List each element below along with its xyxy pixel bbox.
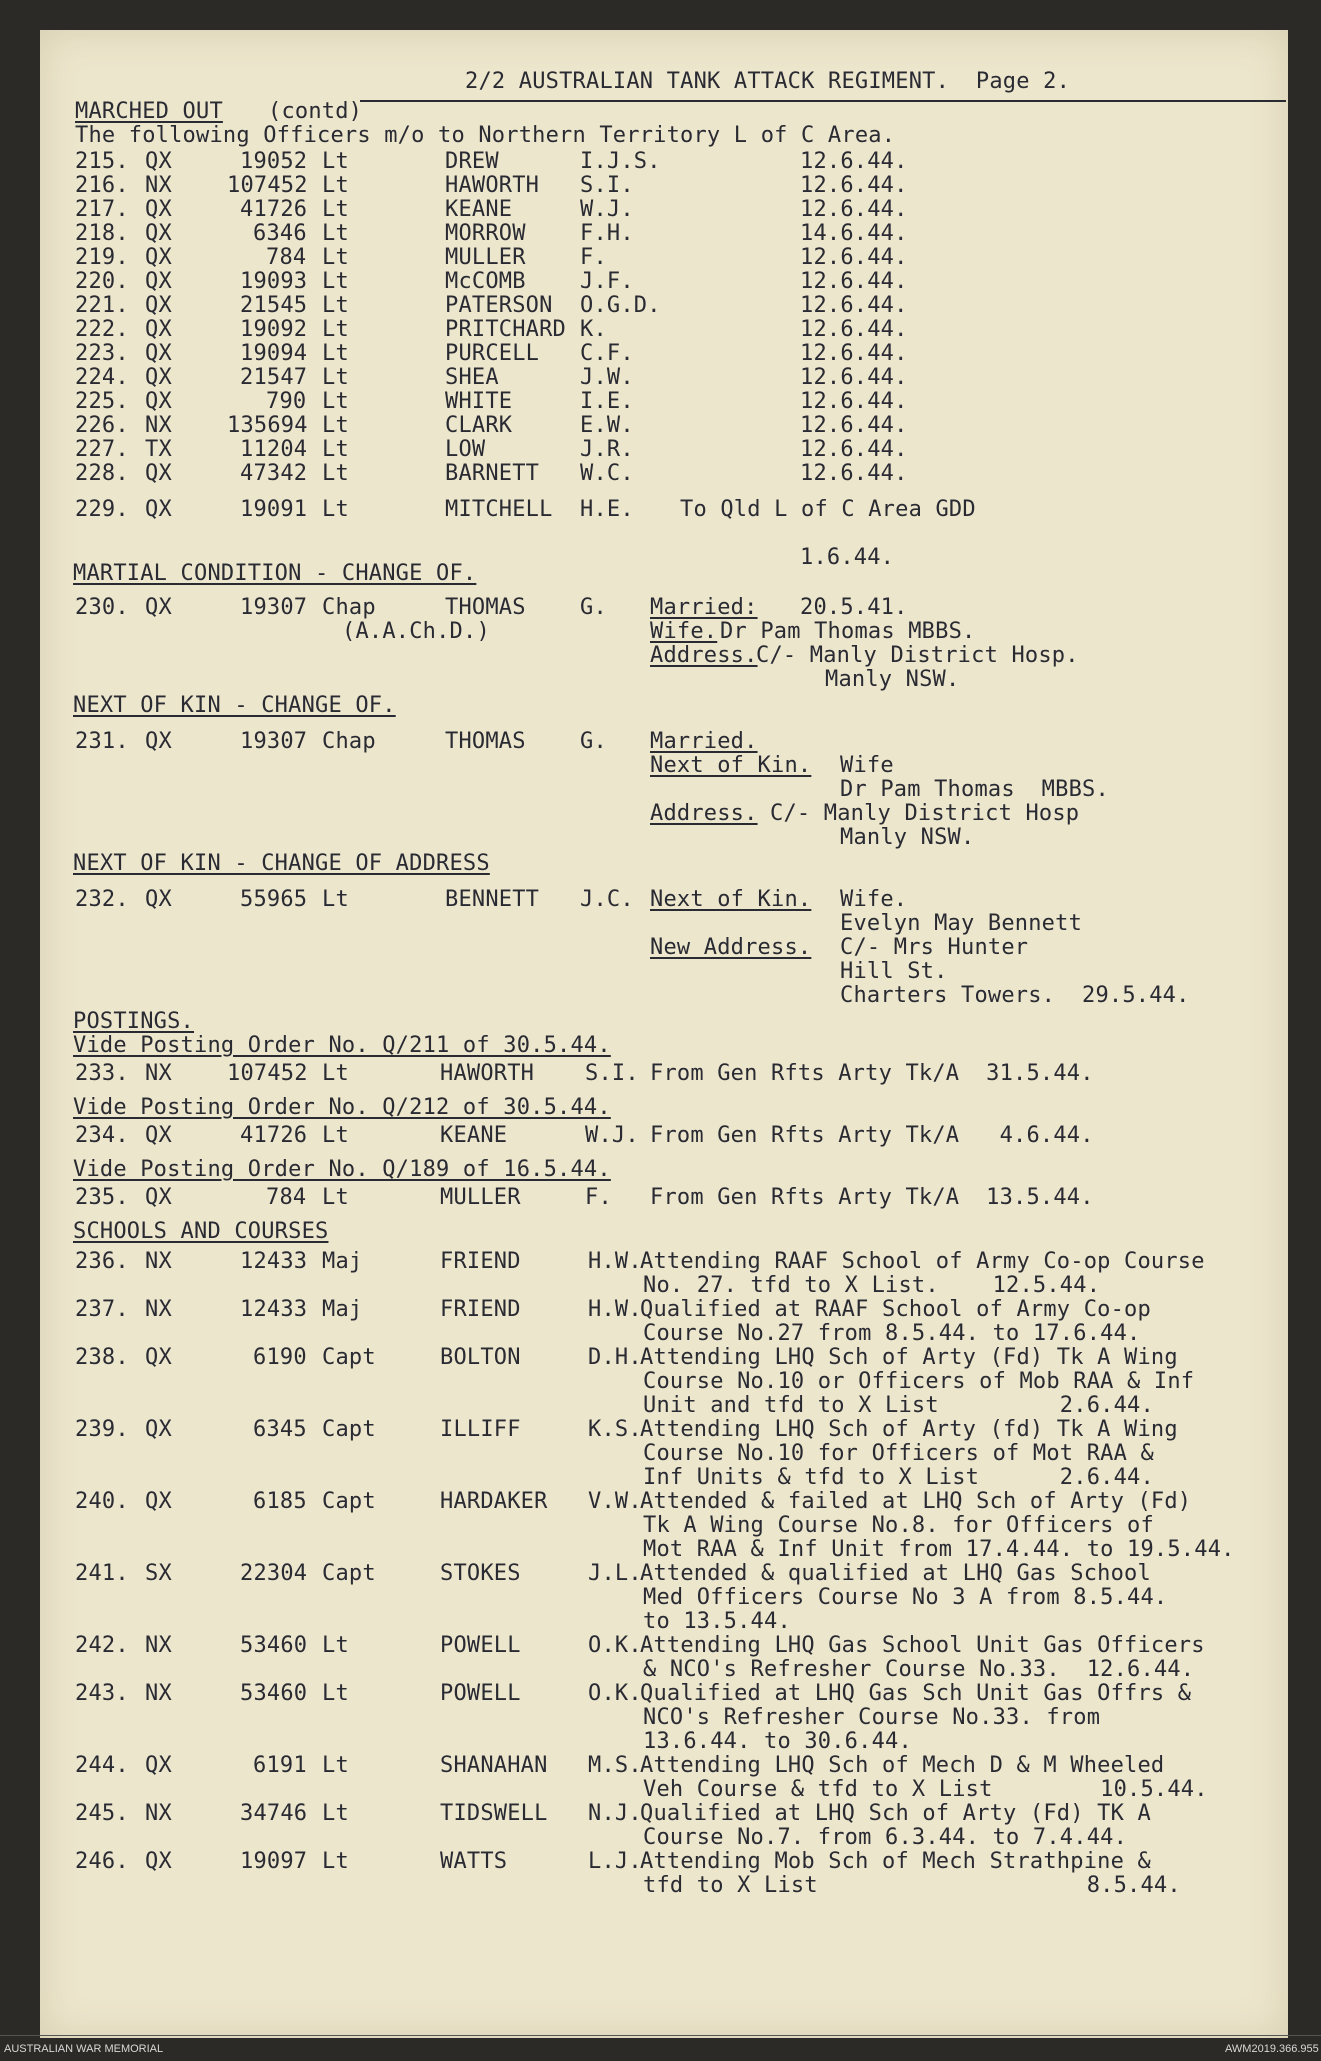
surname: ILLIFF [440, 1417, 521, 1442]
detail: 12.6.44. [800, 437, 908, 462]
row-number: 232. [75, 887, 129, 912]
service-prefix: QX [145, 1123, 172, 1148]
row-number: 236. [75, 1249, 129, 1274]
surname: MITCHELL [445, 497, 553, 522]
footer-left-credit: AUSTRALIAN WAR MEMORIAL [4, 2043, 164, 2055]
surname: BOLTON [440, 1345, 521, 1370]
rank: Lt [322, 221, 349, 246]
rank: Lt [322, 413, 349, 438]
initials: O.G.D. [580, 293, 661, 318]
surname: SHEA [445, 365, 499, 390]
rank: Capt [322, 1561, 376, 1586]
detail: 12.6.44. [800, 197, 908, 222]
rank: Chap [322, 595, 376, 620]
initials: M.S. [588, 1753, 642, 1778]
initials: F.H. [580, 221, 634, 246]
service-number: 41726 [240, 197, 308, 222]
rank: Lt [322, 1185, 349, 1210]
surname: BENNETT [445, 887, 540, 912]
rank: Maj [322, 1297, 363, 1322]
detail: 12.6.44. [800, 365, 908, 390]
rank: Lt [322, 317, 349, 342]
course-242-line1: Attending LHQ Gas School Unit Gas Officers [640, 1633, 1205, 1658]
rank: Lt [322, 437, 349, 462]
nok-value: Wife [840, 753, 894, 778]
row-number: 231. [75, 729, 129, 754]
section-title-postings: POSTINGS. [73, 1009, 195, 1034]
service-prefix: QX [145, 887, 172, 912]
service-prefix: QX [145, 1489, 172, 1514]
service-prefix: NX [145, 173, 172, 198]
service-number: 19307 [240, 729, 308, 754]
service-number: 784 [266, 245, 307, 270]
service-number: 135694 [227, 413, 308, 438]
r231-address-line1: C/- Manly District Hosp [770, 801, 1080, 826]
service-prefix: NX [145, 1297, 172, 1322]
r229-date: 1.6.44. [800, 545, 895, 570]
initials: K.S. [588, 1417, 642, 1442]
detail: 12.6.44. [800, 149, 908, 174]
rank: Lt [322, 365, 349, 390]
service-prefix: QX [145, 497, 172, 522]
row-number: 238. [75, 1345, 129, 1370]
service-prefix: QX [145, 221, 172, 246]
detail: To Qld L of C Area GDD [680, 497, 976, 522]
initials: I.J.S. [580, 149, 661, 174]
nok-label: Next of Kin. [650, 753, 812, 778]
rank: Lt [322, 1633, 349, 1658]
section-contd: (contd) [268, 99, 363, 124]
service-prefix: QX [145, 149, 172, 174]
service-number: 22304 [240, 1561, 308, 1586]
row-number: 230. [75, 595, 129, 620]
row-number: 234. [75, 1123, 129, 1148]
wife-label: Wife. [650, 619, 718, 644]
service-number: 19307 [240, 595, 308, 620]
document-page [40, 30, 1288, 2038]
service-prefix: QX [145, 1417, 172, 1442]
detail: 14.6.44. [800, 221, 908, 246]
initials: W.C. [580, 461, 634, 486]
initials: E.W. [580, 413, 634, 438]
service-number: 53460 [240, 1681, 308, 1706]
surname: BARNETT [445, 461, 540, 486]
detail: 12.6.44. [800, 293, 908, 318]
detail: 12.6.44. [800, 317, 908, 342]
surname: THOMAS [445, 729, 526, 754]
rank: Lt [322, 497, 349, 522]
surname: WHITE [445, 389, 513, 414]
row-number: 243. [75, 1681, 129, 1706]
surname: HAWORTH [445, 173, 540, 198]
row-number: 245. [75, 1801, 129, 1826]
service-number: 12433 [240, 1297, 308, 1322]
service-number: 47342 [240, 461, 308, 486]
rank: Lt [322, 461, 349, 486]
row-number: 221. [75, 293, 129, 318]
row-number: 237. [75, 1297, 129, 1322]
surname: HAWORTH [440, 1061, 535, 1086]
service-prefix: QX [145, 1185, 172, 1210]
course-241-line2: Med Officers Course No 3 A from 8.5.44. [643, 1585, 1168, 1610]
service-number: 6191 [253, 1753, 307, 1778]
service-number: 55965 [240, 887, 308, 912]
surname: MULLER [445, 245, 526, 270]
service-number: 34746 [240, 1801, 308, 1826]
initials: J.F. [580, 269, 634, 294]
surname: PRITCHARD [445, 317, 567, 342]
posting-order-212: Vide Posting Order No. Q/212 of 30.5.44. [73, 1095, 611, 1120]
rank: Lt [322, 341, 349, 366]
r232-address-line3: Charters Towers. 29.5.44. [840, 983, 1190, 1008]
row-number: 227. [75, 437, 129, 462]
course-239-line3: Inf Units & tfd to X List 2.6.44. [643, 1465, 1154, 1490]
detail: 12.6.44. [800, 245, 908, 270]
surname: POWELL [440, 1681, 521, 1706]
row-number: 226. [75, 413, 129, 438]
surname: CLARK [445, 413, 513, 438]
course-241-line1: Attended & qualified at LHQ Gas School [640, 1561, 1151, 1586]
service-number: 19092 [240, 317, 308, 342]
course-236-line1: Attending RAAF School of Army Co-op Course [640, 1249, 1205, 1274]
course-236-line2: No. 27. tfd to X List. 12.5.44. [643, 1273, 1101, 1298]
row-number: 223. [75, 341, 129, 366]
service-number: 41726 [240, 1123, 308, 1148]
course-243-line2: NCO's Refresher Course No.33. from [643, 1705, 1101, 1730]
surname: PURCELL [445, 341, 540, 366]
initials: C.F. [580, 341, 634, 366]
section-title-nok-address: NEXT OF KIN - CHANGE OF ADDRESS [73, 851, 490, 876]
course-237-line1: Qualified at RAAF School of Army Co-op [640, 1297, 1151, 1322]
service-prefix: NX [145, 1249, 172, 1274]
service-prefix: QX [145, 461, 172, 486]
course-246-line1: Attending Mob Sch of Mech Strathpine & [640, 1849, 1151, 1874]
initials: J.R. [580, 437, 634, 462]
course-239-line1: Attending LHQ Sch of Arty (fd) Tk A Wing [640, 1417, 1178, 1442]
row-number: 244. [75, 1753, 129, 1778]
r231-married: Married. [650, 729, 758, 754]
rank: Lt [322, 1061, 349, 1086]
rank: Maj [322, 1249, 363, 1274]
rank: Lt [322, 269, 349, 294]
rank: Lt [322, 1753, 349, 1778]
row-number: 222. [75, 317, 129, 342]
initials: S.I. [580, 173, 634, 198]
rank: Lt [322, 887, 349, 912]
service-prefix: QX [145, 1849, 172, 1874]
row-number: 215. [75, 149, 129, 174]
row-number: 239. [75, 1417, 129, 1442]
service-number: 6346 [253, 221, 307, 246]
surname: KEANE [440, 1123, 508, 1148]
initials: G. [580, 595, 607, 620]
service-prefix: QX [145, 341, 172, 366]
course-238-line1: Attending LHQ Sch of Arty (Fd) Tk A Wing [640, 1345, 1178, 1370]
service-number: 6185 [253, 1489, 307, 1514]
service-prefix: QX [145, 389, 172, 414]
service-prefix: QX [145, 245, 172, 270]
course-243-line1: Qualified at LHQ Gas Sch Unit Gas Offrs & [640, 1681, 1192, 1706]
service-number: 11204 [240, 437, 308, 462]
service-prefix: QX [145, 269, 172, 294]
surname: FRIEND [440, 1249, 521, 1274]
rank: Lt [322, 197, 349, 222]
initials: J.L. [588, 1561, 642, 1586]
course-240-line3: Mot RAA & Inf Unit from 17.4.44. to 19.5.44. [643, 1537, 1235, 1562]
surname: HARDAKER [440, 1489, 548, 1514]
initials: S.I. [585, 1061, 639, 1086]
rank: Lt [322, 1681, 349, 1706]
married-label: Married: [650, 595, 758, 620]
service-prefix: NX [145, 1061, 172, 1086]
r232-address-line1: C/- Mrs Hunter [840, 935, 1029, 960]
row-number: 240. [75, 1489, 129, 1514]
service-prefix: QX [145, 729, 172, 754]
section-title-martial: MARTIAL CONDITION - CHANGE OF. [73, 561, 477, 586]
service-prefix: QX [145, 1345, 172, 1370]
rank: Lt [322, 1801, 349, 1826]
service-prefix: QX [145, 365, 172, 390]
service-number: 107452 [227, 173, 308, 198]
row-number: 219. [75, 245, 129, 270]
initials: F. [585, 1185, 612, 1210]
rank: Lt [322, 245, 349, 270]
rank: Capt [322, 1345, 376, 1370]
married-date: 20.5.41. [800, 595, 908, 620]
initials: H.W. [588, 1249, 642, 1274]
course-243-line3: 13.6.44. to 30.6.44. [643, 1729, 912, 1754]
detail: 12.6.44. [800, 269, 908, 294]
row-number: 217. [75, 197, 129, 222]
service-prefix: NX [145, 1633, 172, 1658]
section-title-nok: NEXT OF KIN - CHANGE OF. [73, 693, 396, 718]
course-242-line2: & NCO's Refresher Course No.33. 12.6.44. [643, 1657, 1195, 1682]
detail: 12.6.44. [800, 389, 908, 414]
surname: POWELL [440, 1633, 521, 1658]
service-number: 19097 [240, 1849, 308, 1874]
initials: W.J. [585, 1123, 639, 1148]
service-number: 19093 [240, 269, 308, 294]
service-number: 19052 [240, 149, 308, 174]
row-number: 216. [75, 173, 129, 198]
surname: DREW [445, 149, 499, 174]
service-number: 6190 [253, 1345, 307, 1370]
r232-nok-label: Next of Kin. [650, 887, 812, 912]
row-number: 228. [75, 461, 129, 486]
course-246-line2: tfd to X List 8.5.44. [643, 1873, 1181, 1898]
rank: Lt [322, 1849, 349, 1874]
service-number: 790 [266, 389, 307, 414]
marched-out-intro: The following Officers m/o to Northern Territory L of C Area. [75, 123, 896, 148]
initials: O.K. [588, 1681, 642, 1706]
row-number: 246. [75, 1849, 129, 1874]
address-line2: Manly NSW. [825, 667, 960, 692]
wife-value: Dr Pam Thomas MBBS. [720, 619, 976, 644]
detail: 12.6.44. [800, 413, 908, 438]
footer-right-id: AWM2019.366.955 [1225, 2043, 1319, 2055]
initials: N.J. [588, 1801, 642, 1826]
r232-nok-name: Evelyn May Bennett [840, 911, 1083, 936]
initials: J.C. [580, 887, 634, 912]
initials: G. [580, 729, 607, 754]
rank: Lt [322, 173, 349, 198]
row-number: 241. [75, 1561, 129, 1586]
surname: PATERSON [445, 293, 553, 318]
course-239-line2: Course No.10 for Officers of Mot RAA & [643, 1441, 1154, 1466]
service-prefix: NX [145, 1801, 172, 1826]
rank: Lt [322, 149, 349, 174]
r231-address-line2: Manly NSW. [840, 825, 975, 850]
service-number: 53460 [240, 1633, 308, 1658]
service-prefix: QX [145, 595, 172, 620]
r232-address-line2: Hill St. [840, 959, 948, 984]
detail: From Gen Rfts Arty Tk/A 31.5.44. [650, 1061, 1094, 1086]
posting-order-189: Vide Posting Order No. Q/189 of 16.5.44. [73, 1157, 611, 1182]
course-244-line1: Attending LHQ Sch of Mech D & M Wheeled [640, 1753, 1165, 1778]
detail: From Gen Rfts Arty Tk/A 4.6.44. [650, 1123, 1094, 1148]
course-238-line2: Course No.10 or Officers of Mob RAA & Inf [643, 1369, 1195, 1394]
initials: H.E. [580, 497, 634, 522]
service-number: 784 [266, 1185, 307, 1210]
r230-unit: (A.A.Ch.D.) [342, 619, 490, 644]
service-prefix: QX [145, 317, 172, 342]
detail: 12.6.44. [800, 173, 908, 198]
service-prefix: NX [145, 413, 172, 438]
row-number: 220. [75, 269, 129, 294]
service-prefix: SX [145, 1561, 172, 1586]
posting-order-211: Vide Posting Order No. Q/211 of 30.5.44. [73, 1033, 611, 1058]
r231-address-label: Address. [650, 801, 758, 826]
initials: W.J. [580, 197, 634, 222]
course-245-line2: Course No.7. from 6.3.44. to 7.4.44. [643, 1825, 1128, 1850]
initials: F. [580, 245, 607, 270]
row-number: 225. [75, 389, 129, 414]
initials: I.E. [580, 389, 634, 414]
nok-name: Dr Pam Thomas MBBS. [840, 777, 1109, 802]
rank: Capt [322, 1489, 376, 1514]
rank: Lt [322, 293, 349, 318]
surname: KEANE [445, 197, 513, 222]
surname: WATTS [440, 1849, 508, 1874]
service-prefix: TX [145, 437, 172, 462]
rank: Lt [322, 389, 349, 414]
initials: J.W. [580, 365, 634, 390]
detail: 12.6.44. [800, 341, 908, 366]
page-header: 2/2 AUSTRALIAN TANK ATTACK REGIMENT. Page 2. [465, 69, 1071, 94]
course-245-line1: Qualified at LHQ Sch of Arty (Fd) TK A [640, 1801, 1151, 1826]
row-number: 235. [75, 1185, 129, 1210]
surname: SHANAHAN [440, 1753, 548, 1778]
surname: FRIEND [440, 1297, 521, 1322]
row-number: 218. [75, 221, 129, 246]
course-241-line3: to 13.5.44. [643, 1609, 791, 1634]
header-rule [360, 100, 1286, 102]
service-prefix: QX [145, 293, 172, 318]
course-240-line2: Tk A Wing Course No.8. for Officers of [643, 1513, 1154, 1538]
service-prefix: NX [145, 1681, 172, 1706]
service-number: 107452 [227, 1061, 308, 1086]
r232-nok-value: Wife. [840, 887, 908, 912]
address-label: Address. [650, 643, 758, 668]
surname: THOMAS [445, 595, 526, 620]
service-number: 21545 [240, 293, 308, 318]
rank: Lt [322, 1123, 349, 1148]
initials: D.H. [588, 1345, 642, 1370]
row-number: 233. [75, 1061, 129, 1086]
service-number: 19091 [240, 497, 308, 522]
service-number: 19094 [240, 341, 308, 366]
rank: Chap [322, 729, 376, 754]
course-244-line2: Veh Course & tfd to X List 10.5.44. [643, 1777, 1208, 1802]
initials: O.K. [588, 1633, 642, 1658]
service-number: 6345 [253, 1417, 307, 1442]
detail: 12.6.44. [800, 461, 908, 486]
course-238-line3: Unit and tfd to X List 2.6.44. [643, 1393, 1154, 1418]
row-number: 229. [75, 497, 129, 522]
service-number: 12433 [240, 1249, 308, 1274]
surname: McCOMB [445, 269, 526, 294]
surname: LOW [445, 437, 486, 462]
service-prefix: QX [145, 1753, 172, 1778]
service-number: 21547 [240, 365, 308, 390]
new-address-label: New Address. [650, 935, 812, 960]
initials: H.W. [588, 1297, 642, 1322]
rank: Capt [322, 1417, 376, 1442]
course-240-line1: Attended & failed at LHQ Sch of Arty (Fd) [640, 1489, 1192, 1514]
service-prefix: QX [145, 197, 172, 222]
initials: V.W. [588, 1489, 642, 1514]
address-line1: C/- Manly District Hosp. [756, 643, 1079, 668]
surname: STOKES [440, 1561, 521, 1586]
footer-rule [0, 2035, 1321, 2036]
row-number: 224. [75, 365, 129, 390]
initials: L.J. [588, 1849, 642, 1874]
section-title-marched-out: MARCHED OUT [75, 99, 223, 124]
surname: MORROW [445, 221, 526, 246]
initials: K. [580, 317, 607, 342]
detail: From Gen Rfts Arty Tk/A 13.5.44. [650, 1185, 1094, 1210]
section-title-schools: SCHOOLS AND COURSES [73, 1219, 329, 1244]
surname: TIDSWELL [440, 1801, 548, 1826]
row-number: 242. [75, 1633, 129, 1658]
course-237-line2: Course No.27 from 8.5.44. to 17.6.44. [643, 1321, 1141, 1346]
surname: MULLER [440, 1185, 521, 1210]
